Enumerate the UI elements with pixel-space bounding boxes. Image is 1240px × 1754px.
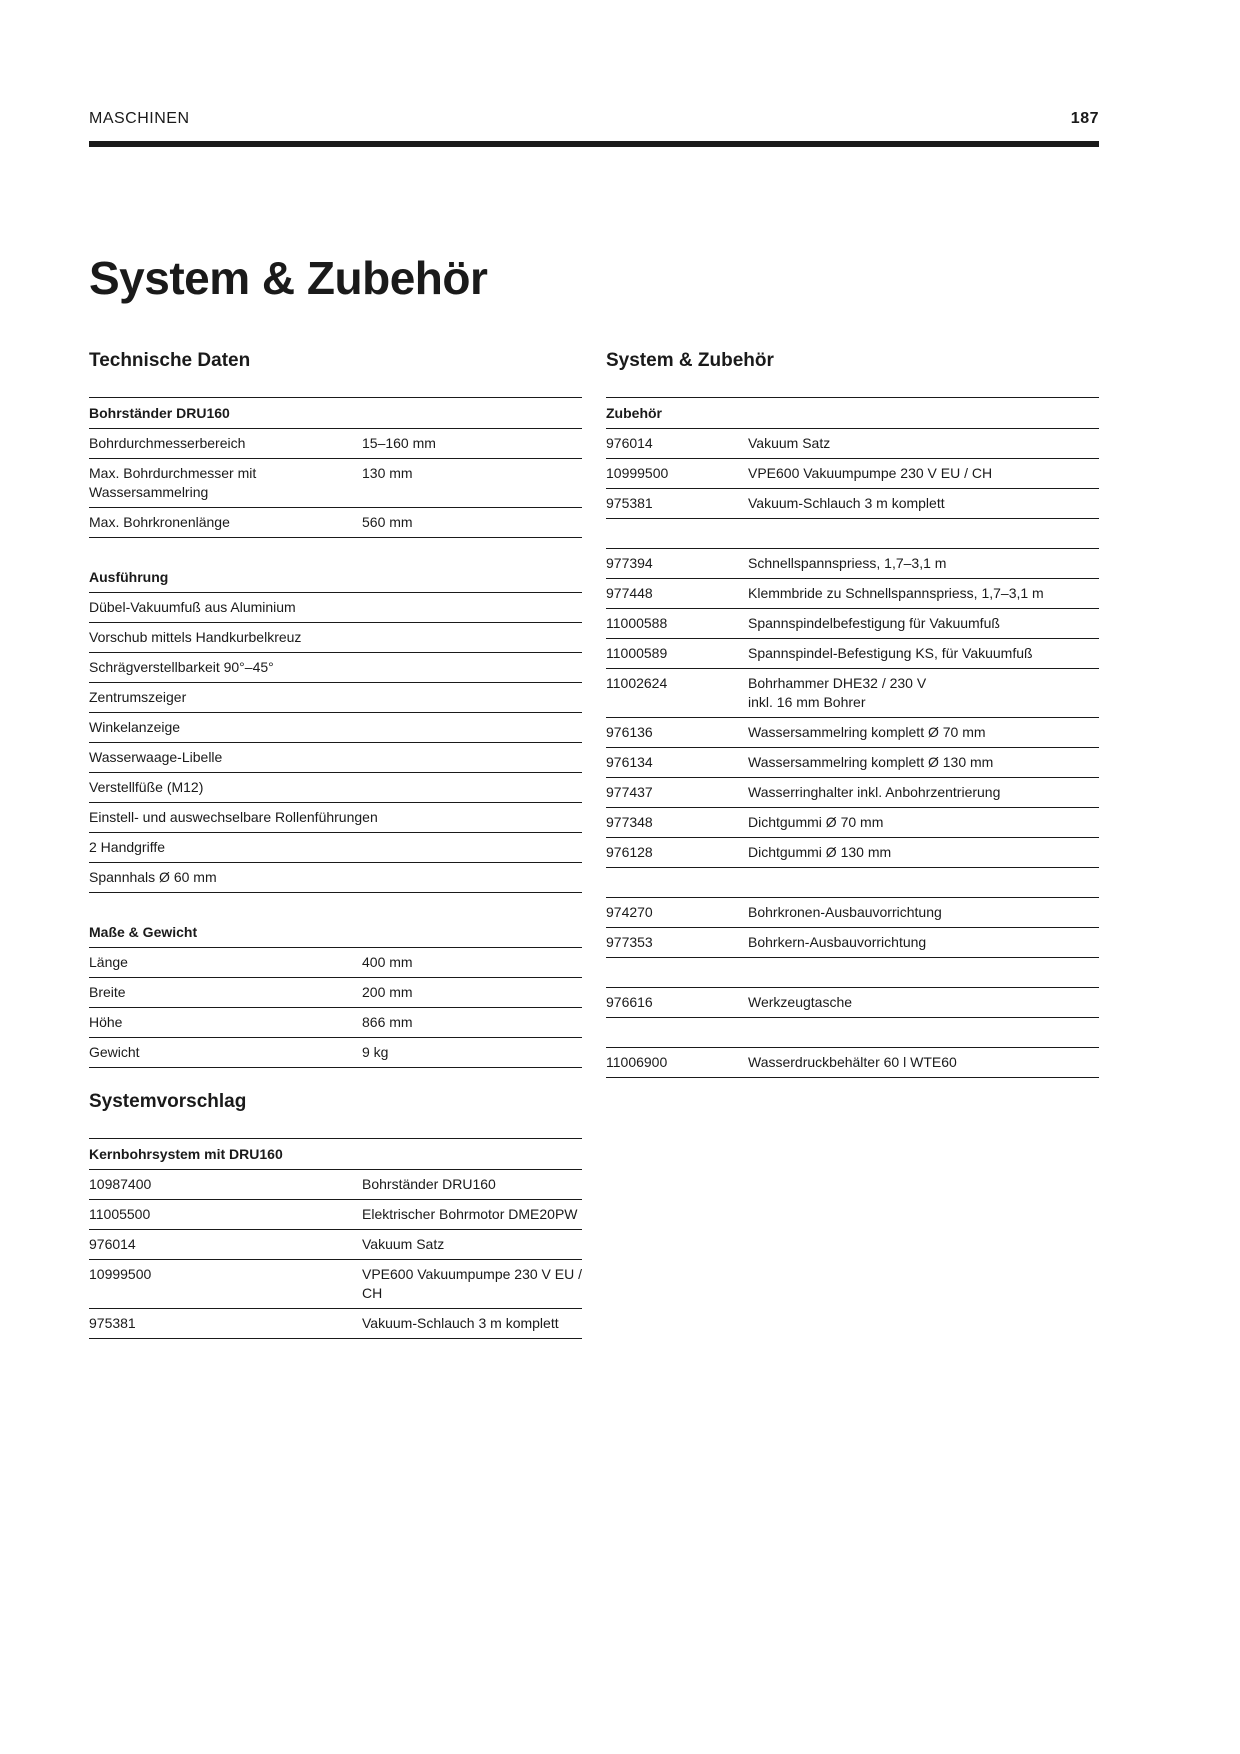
spacer	[89, 893, 582, 917]
article-number: 10999500	[606, 465, 669, 481]
table-row	[89, 1170, 582, 1200]
table-row	[89, 459, 582, 508]
spec-name: Max. Bohrdurchmesser mit Wassersammelring	[89, 465, 257, 500]
table-row	[606, 748, 1099, 778]
article-number: 976616	[606, 994, 653, 1010]
table-row	[606, 549, 1099, 579]
table-row	[89, 948, 582, 978]
article-number: 976014	[606, 435, 653, 451]
spec-value: 400 mm	[362, 954, 413, 970]
feature-text: Dübel-Vakuumfuß aus Aluminium	[89, 599, 296, 615]
table-header-row	[89, 1138, 582, 1170]
list-item	[89, 863, 582, 893]
spec-value: 866 mm	[362, 1014, 413, 1030]
article-name: Vakuum Satz	[362, 1236, 445, 1252]
page-title: System & Zubehör	[89, 252, 488, 304]
article-name: Bohrständer DRU160	[362, 1176, 496, 1192]
table-row	[606, 669, 1099, 718]
list-item	[89, 743, 582, 773]
article-name: Dichtgummi Ø 70 mm	[748, 814, 884, 830]
article-number: 977353	[606, 934, 653, 950]
article-name: VPE600 Vakuumpumpe 230 V EU / CH	[748, 465, 993, 481]
table-row	[89, 1309, 582, 1339]
spec-name: Länge	[89, 954, 128, 970]
article-number: 977448	[606, 585, 653, 601]
article-number: 11006900	[606, 1054, 668, 1070]
table-row	[606, 718, 1099, 748]
article-name: Bohrkronen-Ausbauvorrichtung	[748, 904, 942, 920]
table-row	[606, 778, 1099, 808]
article-name: Vakuum Satz	[748, 435, 831, 451]
article-name: Spannspindelbefestigung für Vakuumfuß	[748, 615, 1000, 631]
article-number: 10999500	[89, 1266, 152, 1282]
article-number: 11000588	[606, 615, 668, 631]
article-name: Wasserdruckbehälter 60 l WTE60	[748, 1054, 957, 1070]
table-header-row	[89, 917, 582, 948]
table-header-row	[606, 397, 1099, 429]
article-number: 976128	[606, 844, 653, 860]
table-row	[89, 1260, 582, 1309]
article-name: Wasserringhalter inkl. Anbohrzentrierung	[748, 784, 1001, 800]
article-name: Schnellspannspriess, 1,7–3,1 m	[748, 555, 947, 571]
table-row	[606, 808, 1099, 838]
list-item	[89, 773, 582, 803]
article-name: Vakuum-Schlauch 3 m komplett	[748, 495, 945, 511]
feature-text: Zentrumszeiger	[89, 689, 187, 705]
feature-text: Verstellfüße (M12)	[89, 779, 204, 795]
header-rule	[89, 141, 1099, 147]
systemvorschlag-label: Kernbohrsystem mit DRU160	[89, 1146, 283, 1162]
bohrstaender-table	[89, 397, 582, 538]
article-number: 11000589	[606, 645, 668, 661]
table-row	[89, 429, 582, 459]
article-name: Klemmbride zu Schnellspannspriess, 1,7–3,1 m	[748, 585, 1044, 601]
article-number: 11005500	[89, 1206, 151, 1222]
article-number: 977437	[606, 784, 653, 800]
feature-text: Wasserwaage-Libelle	[89, 749, 223, 765]
article-name: Wassersammelring komplett Ø 70 mm	[748, 724, 986, 740]
article-number: 976014	[89, 1236, 136, 1252]
spec-name: Breite	[89, 984, 126, 1000]
list-item	[89, 713, 582, 743]
table-row	[606, 988, 1099, 1018]
right-column	[606, 348, 1099, 1078]
systemvorschlag-heading: Systemvorschlag	[89, 1091, 247, 1112]
article-number: 977394	[606, 555, 653, 571]
empty-row	[606, 958, 1099, 988]
table-header-row	[89, 562, 582, 593]
table-row	[89, 1008, 582, 1038]
spec-value: 560 mm	[362, 514, 413, 530]
table-row	[606, 639, 1099, 669]
spec-value: 130 mm	[362, 465, 413, 481]
article-number: 975381	[89, 1315, 136, 1331]
table-row	[606, 838, 1099, 868]
masse-table	[89, 917, 582, 1068]
article-name: Vakuum-Schlauch 3 m komplett	[362, 1315, 559, 1331]
table-row	[606, 1048, 1099, 1078]
table-row	[606, 579, 1099, 609]
table-row	[89, 508, 582, 538]
empty-row	[606, 868, 1099, 898]
feature-text: Winkelanzeige	[89, 719, 181, 735]
masse-label: Maße & Gewicht	[89, 924, 198, 940]
table-row	[89, 978, 582, 1008]
spacer	[89, 538, 582, 562]
feature-text: Einstell- und auswechselbare Rollenführungen	[89, 809, 378, 825]
table-row	[89, 1038, 582, 1068]
list-item	[89, 803, 582, 833]
article-name: Wassersammelring komplett Ø 130 mm	[748, 754, 994, 770]
article-name: Bohrhammer DHE32 / 230 V inkl. 16 mm Bohrer	[748, 675, 927, 710]
table-row	[606, 609, 1099, 639]
spacer	[89, 1068, 582, 1089]
article-number: 11002624	[606, 675, 668, 691]
feature-text: Schrägverstellbarkeit 90°–45°	[89, 659, 274, 675]
bohrstaender-label: Bohrständer DRU160	[89, 405, 230, 421]
article-number: 975381	[606, 495, 653, 511]
article-name: VPE600 Vakuumpumpe 230 V EU / CH	[362, 1266, 582, 1301]
article-name: Bohrkern-Ausbauvorrichtung	[748, 934, 927, 950]
article-number: 976136	[606, 724, 653, 740]
table-header-row	[89, 397, 582, 429]
spec-name: Gewicht	[89, 1044, 140, 1060]
article-number: 974270	[606, 904, 653, 920]
spec-value: 9 kg	[362, 1044, 389, 1060]
feature-text: Vorschub mittels Handkurbelkreuz	[89, 629, 302, 645]
left-column	[89, 348, 582, 1339]
ausfuehrung-table	[89, 562, 582, 893]
article-name: Werkzeugtasche	[748, 994, 853, 1010]
article-number: 976134	[606, 754, 653, 770]
page-number: 187	[1070, 110, 1099, 127]
list-item	[89, 833, 582, 863]
zubehoer-table	[606, 397, 1099, 1078]
list-item	[89, 623, 582, 653]
empty-row	[606, 1018, 1099, 1048]
technische-daten-heading: Technische Daten	[89, 350, 251, 371]
table-row	[606, 928, 1099, 958]
table-row	[606, 429, 1099, 459]
zubehoer-heading: System & Zubehör	[606, 350, 774, 371]
article-number: 977348	[606, 814, 653, 830]
spec-name: Höhe	[89, 1014, 123, 1030]
feature-text: 2 Handgriffe	[89, 839, 166, 855]
feature-text: Spannhals Ø 60 mm	[89, 869, 217, 885]
article-name: Dichtgummi Ø 130 mm	[748, 844, 892, 860]
spec-value: 15–160 mm	[362, 435, 436, 451]
empty-row	[606, 519, 1099, 549]
spec-name: Max. Bohrkronenlänge	[89, 514, 230, 530]
ausfuehrung-label: Ausführung	[89, 569, 169, 585]
page-header	[89, 110, 1099, 128]
section-label: MASCHINEN	[89, 110, 190, 127]
article-number: 10987400	[89, 1176, 152, 1192]
table-row	[89, 1200, 582, 1230]
table-row	[89, 1230, 582, 1260]
table-row	[606, 489, 1099, 519]
zubehoer-label: Zubehör	[606, 405, 662, 421]
article-name: Elektrischer Bohrmotor DME20PW	[362, 1206, 578, 1222]
article-name: Spannspindel-Befestigung KS, für Vakuumfuß	[748, 645, 1033, 661]
list-item	[89, 653, 582, 683]
table-row	[606, 459, 1099, 489]
list-item	[89, 683, 582, 713]
table-row	[606, 898, 1099, 928]
list-item	[89, 593, 582, 623]
spec-value: 200 mm	[362, 984, 413, 1000]
spec-name: Bohrdurchmesserbereich	[89, 435, 246, 451]
systemvorschlag-table	[89, 1138, 582, 1339]
